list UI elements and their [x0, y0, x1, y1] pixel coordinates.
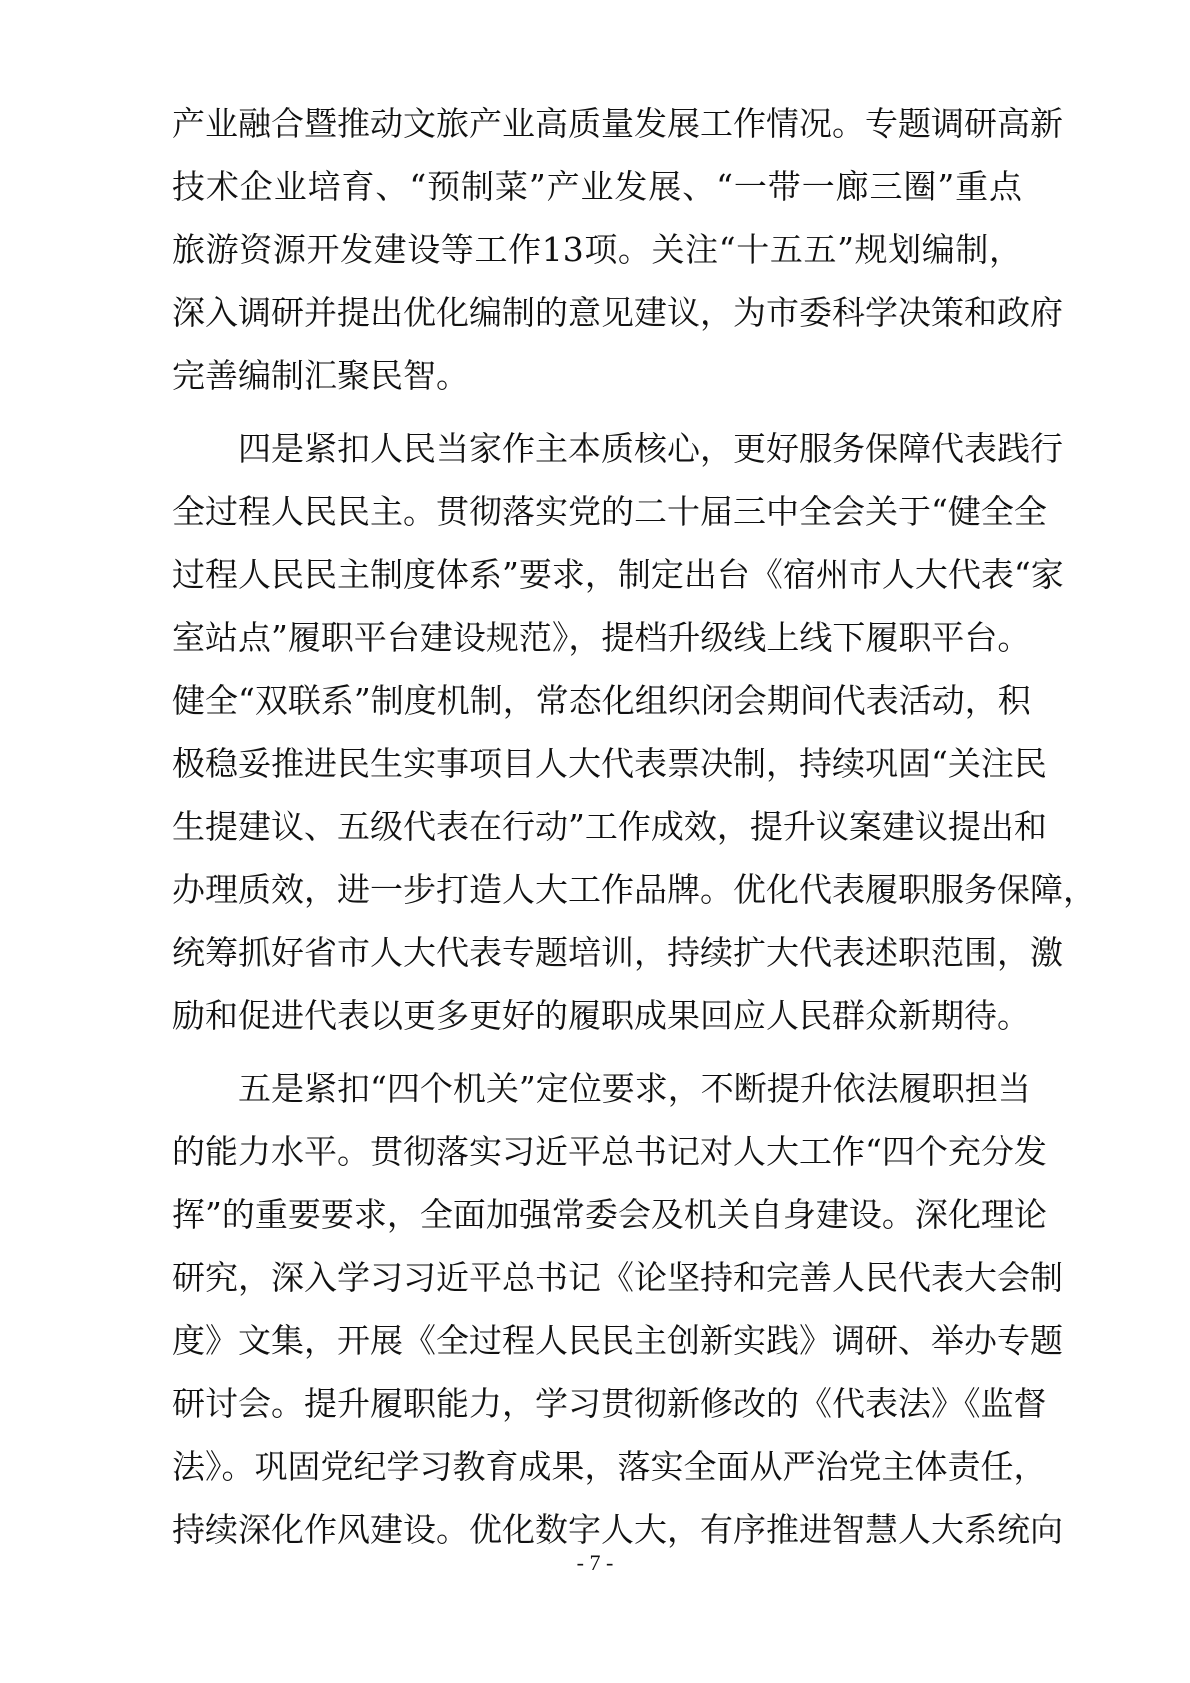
paragraph-2 [172, 417, 1096, 1047]
text-line: 的能力水平。贯彻落实习近平总书记对人大工作“四个充分发 [172, 1132, 1047, 1171]
text-line: 研究，深入学习习近平总书记《论坚持和完善人民代表大会制 [172, 1258, 1063, 1297]
text-line: 全过程人民民主。贯彻落实党的二十届三中全会关于“健全全 [172, 492, 1047, 531]
text-line: 健全“双联系”制度机制，常态化组织闭会期间代表活动，积 [172, 681, 1031, 720]
text-line: 研讨会。提升履职能力，学习贯彻新修改的《代表法》《监督 [172, 1384, 1047, 1423]
text-line: 完善编制汇聚民智。 [172, 356, 469, 395]
paragraph-3 [172, 1057, 1063, 1561]
text-line: 挥”的重要要求，全面加强常委会及机关自身建设。深化理论 [172, 1195, 1047, 1234]
text-line: 技术企业培育、“预制菜”产业发展、“一带一廊三圈”重点 [172, 167, 1022, 206]
document-body [172, 92, 1096, 1561]
text-line: 办理质效，进一步打造人大工作品牌。优化代表履职服务保障， [172, 870, 1096, 909]
text-line: 励和促进代表以更多更好的履职成果回应人民群众新期待。 [172, 996, 1030, 1035]
page-number: - 7 - [576, 1550, 614, 1575]
text-line: 产业融合暨推动文旅产业高质量发展工作情况。专题调研高新 [172, 104, 1063, 143]
text-line: 四是紧扣人民当家作主本质核心，更好服务保障代表践行 [238, 429, 1063, 468]
text-line: 室站点”履职平台建设规范》，提档升级线上线下履职平台。 [172, 618, 1031, 657]
text-line: 旅游资源开发建设等工作13项。关注“十五五”规划编制， [172, 230, 1022, 269]
text-line: 度》文集，开展《全过程人民民主创新实践》调研、举办专题 [172, 1321, 1063, 1360]
text-line: 法》。巩固党纪学习教育成果，落实全面从严治党主体责任， [172, 1447, 1047, 1486]
text-line: 生提建议、五级代表在行动”工作成效，提升议案建议提出和 [172, 807, 1047, 846]
text-line: 深入调研并提出优化编制的意见建议，为市委科学决策和政府 [172, 293, 1063, 332]
text-line: 持续深化作风建设。优化数字人大，有序推进智慧人大系统向 [172, 1510, 1063, 1549]
text-line: 过程人民民主制度体系”要求，制定出台《宿州市人大代表“家 [172, 555, 1064, 594]
paragraph-1 [172, 92, 1063, 407]
text-line: 极稳妥推进民生实事项目人大代表票决制，持续巩固“关注民 [172, 744, 1047, 783]
text-line: 五是紧扣“四个机关”定位要求，不断提升依法履职担当 [238, 1069, 1031, 1108]
text-line: 统筹抓好省市人大代表专题培训，持续扩大代表述职范围，激 [172, 933, 1063, 972]
